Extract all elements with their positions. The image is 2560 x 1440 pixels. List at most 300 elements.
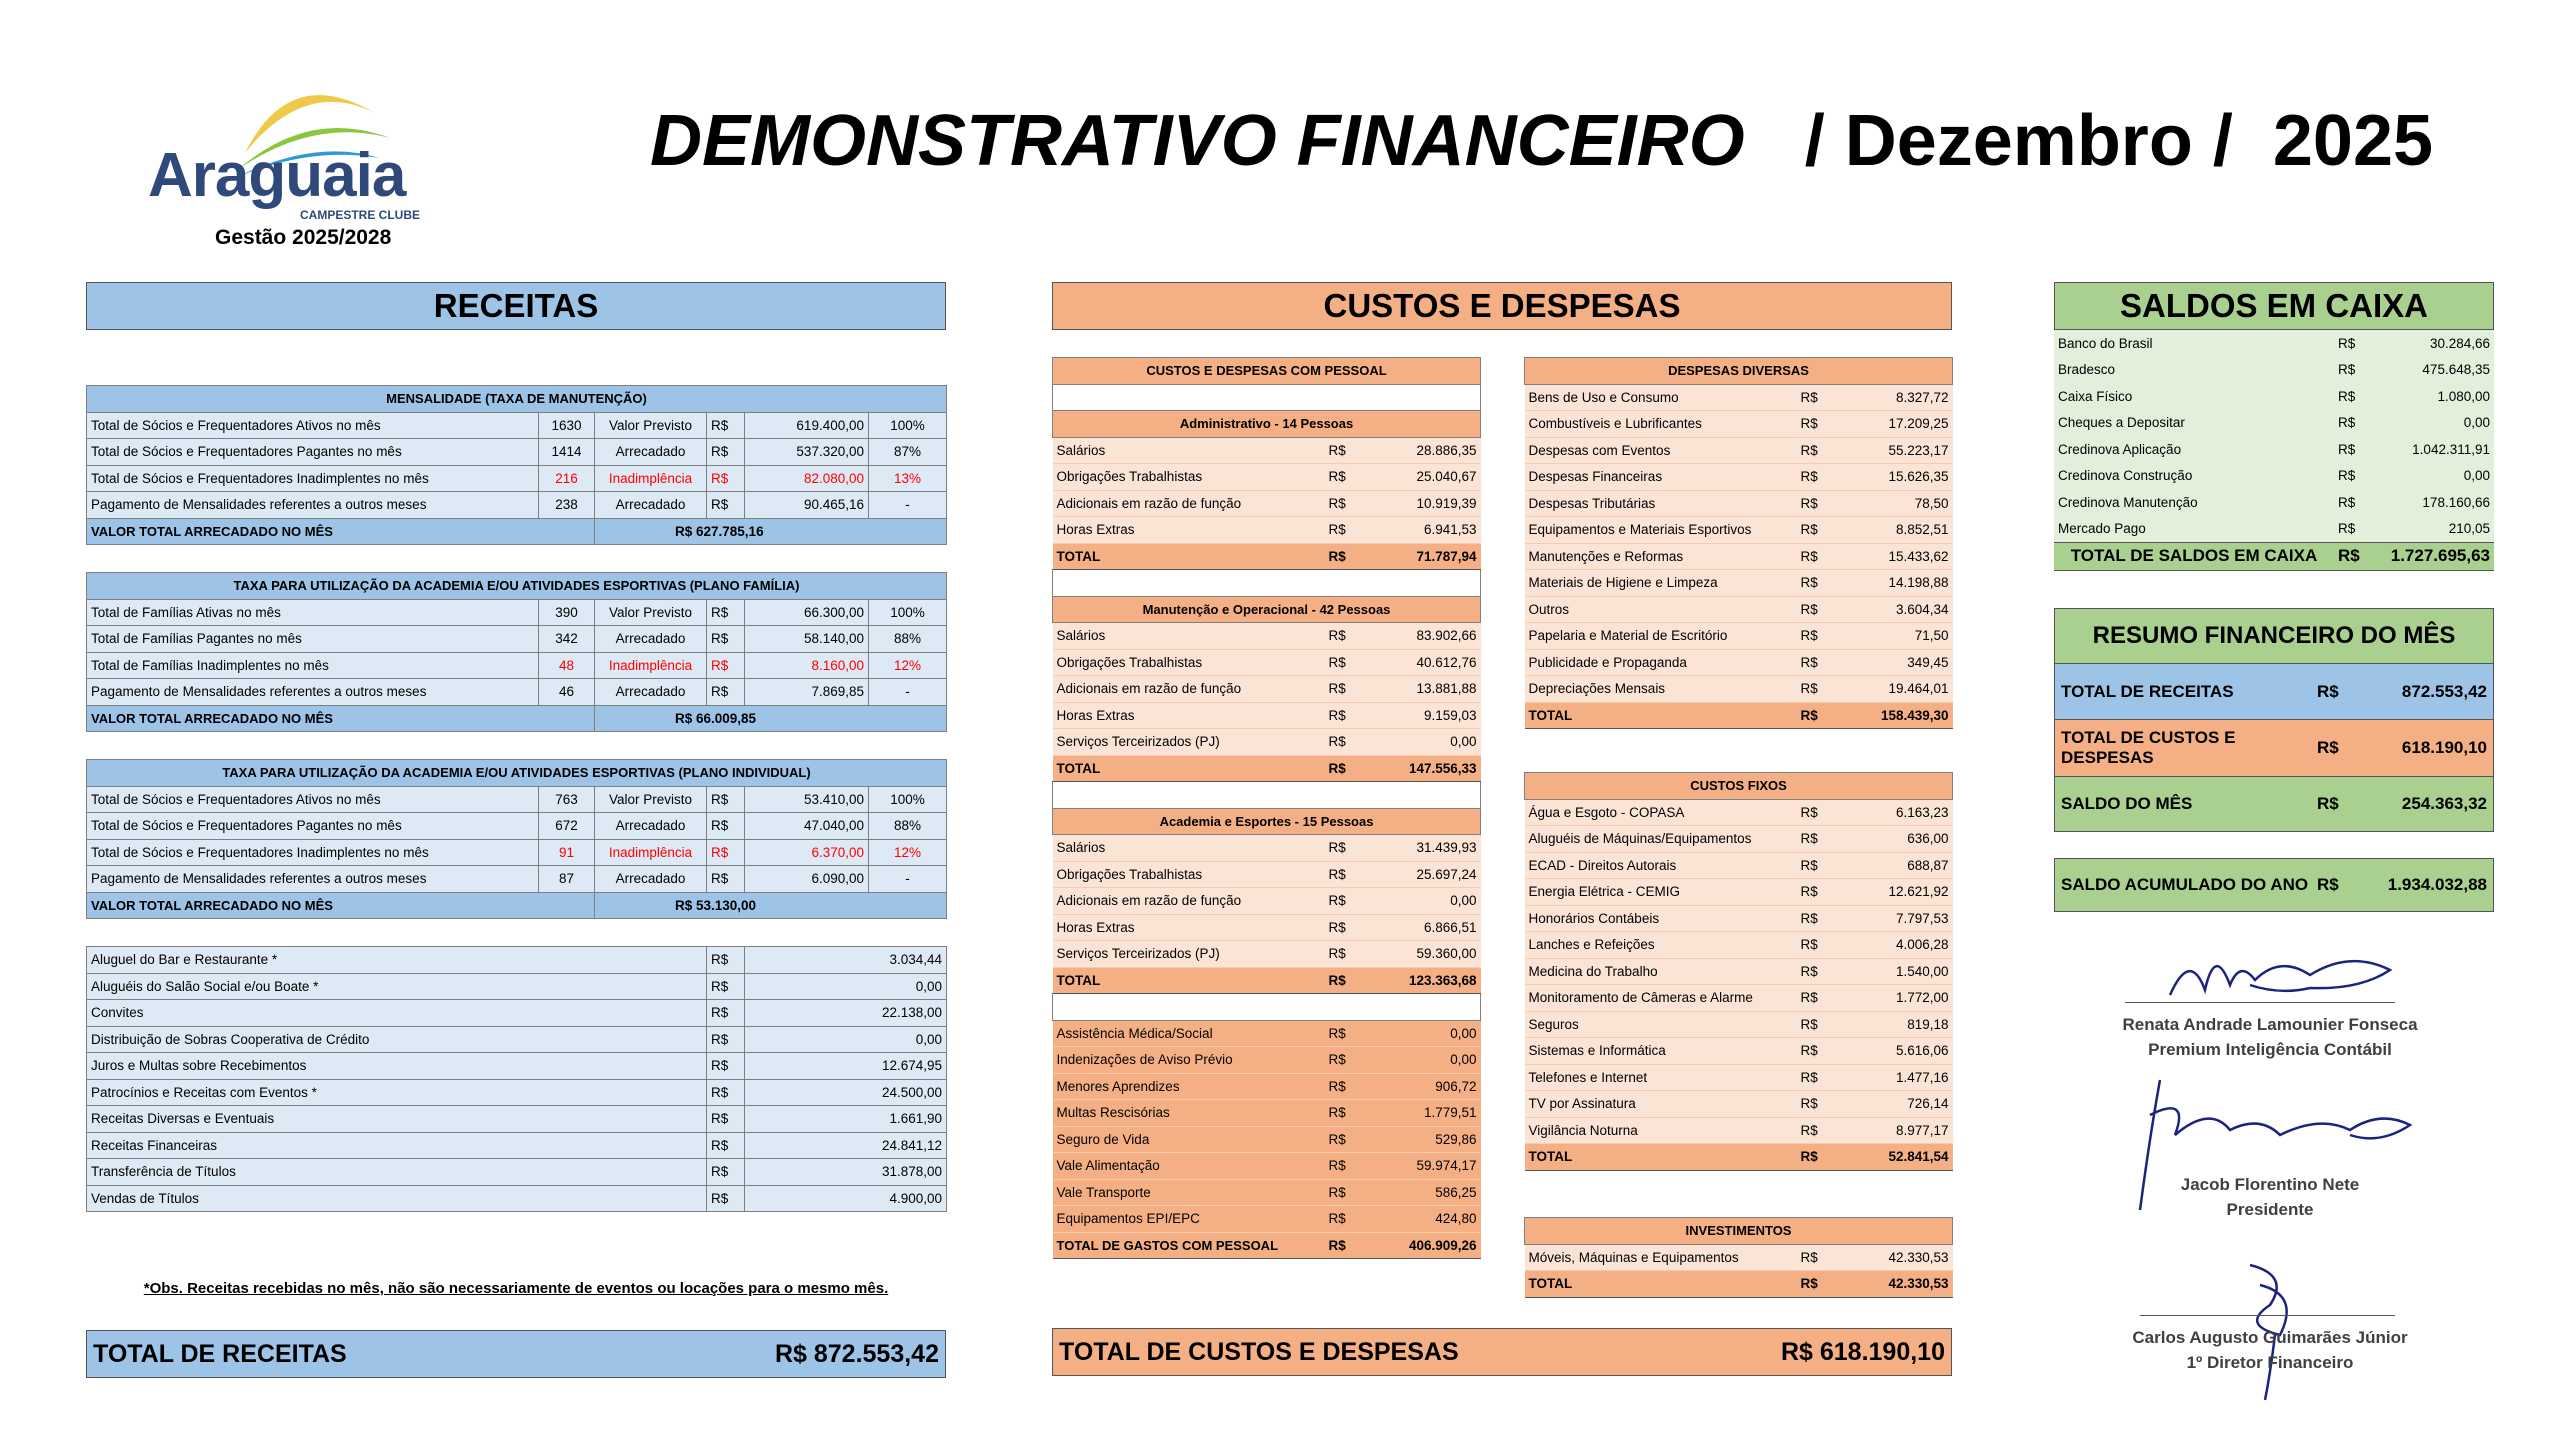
row-status: Arrecadado bbox=[595, 813, 707, 840]
row-label: Receitas Diversas e Eventuais bbox=[87, 1106, 707, 1133]
resumo-saldo-value: 254.363,32 bbox=[2401, 794, 2487, 813]
row-value: 0,00 bbox=[745, 973, 947, 1000]
signer-name: Renata Andrade Lamounier Fonseca bbox=[2122, 1015, 2418, 1034]
row-currency: R$ bbox=[2317, 681, 2339, 701]
row-label: Materiais de Higiene e Limpeza bbox=[1525, 570, 1797, 597]
row-label: Transferência de Títulos bbox=[87, 1159, 707, 1186]
row-currency: R$ bbox=[1797, 985, 1837, 1012]
row-currency: R$ bbox=[707, 599, 745, 626]
row-label: Caixa Físico bbox=[2058, 388, 2133, 404]
row-label: TV por Assinatura bbox=[1525, 1091, 1797, 1118]
row-value: 31.439,93 bbox=[1365, 835, 1481, 862]
row-value: 9.159,03 bbox=[1365, 702, 1481, 729]
row-value: 6.866,51 bbox=[1365, 914, 1481, 941]
row-currency: R$ bbox=[2338, 468, 2356, 484]
row-currency: R$ bbox=[707, 652, 745, 679]
row-value: 10.919,39 bbox=[1365, 490, 1481, 517]
row-currency: R$ bbox=[2338, 415, 2356, 431]
row-currency: R$ bbox=[1325, 437, 1365, 464]
row-total-value: 52.841,54 bbox=[1837, 1144, 1953, 1171]
row-currency: R$ bbox=[2338, 362, 2356, 378]
row-label: Cheques a Depositar bbox=[2058, 415, 2185, 431]
row-value: 90.465,16 bbox=[745, 492, 869, 519]
resumo-title: RESUMO FINANCEIRO DO MÊS bbox=[2055, 609, 2493, 664]
row-currency: R$ bbox=[1325, 464, 1365, 491]
row-value: 3.604,34 bbox=[1837, 596, 1953, 623]
row-label: Combustíveis e Lubrificantes bbox=[1525, 411, 1797, 438]
row-currency: R$ bbox=[707, 1185, 745, 1212]
plano-familia-table bbox=[86, 572, 947, 732]
resumo-saldo-label: SALDO DO MÊS bbox=[2061, 794, 2193, 813]
row-label: Pagamento de Mensalidades referentes a outros meses bbox=[87, 866, 539, 893]
resumo-custos-value: 618.190,10 bbox=[2401, 738, 2487, 757]
row-currency: R$ bbox=[1325, 1073, 1365, 1100]
row-currency: R$ bbox=[1325, 1206, 1365, 1233]
row-currency: R$ bbox=[1325, 490, 1365, 517]
row-value: 349,45 bbox=[1837, 649, 1953, 676]
row-status: Inadimplência bbox=[595, 465, 707, 492]
plano-individual-table bbox=[86, 759, 947, 919]
custos-total-label: TOTAL DE CUSTOS E DESPESAS bbox=[1059, 1337, 1459, 1366]
row-label: Monitoramento de Câmeras e Alarme bbox=[1525, 985, 1797, 1012]
block-total-value: R$ 53.130,00 bbox=[595, 892, 947, 919]
row-label: Assistência Médica/Social bbox=[1053, 1020, 1325, 1047]
row-qty: 672 bbox=[539, 813, 595, 840]
row-label: Pagamento de Mensalidades referentes a outros meses bbox=[87, 679, 539, 706]
row-value: 25.040,67 bbox=[1365, 464, 1481, 491]
row-pct: - bbox=[869, 866, 947, 893]
row-status: Arrecadado bbox=[595, 626, 707, 653]
title-month: Dezembro bbox=[1844, 101, 2193, 181]
resumo-custos-label: TOTAL DE CUSTOS E DESPESAS bbox=[2061, 728, 2236, 767]
row-currency: R$ bbox=[1797, 826, 1837, 853]
row-label: Publicidade e Propaganda bbox=[1525, 649, 1797, 676]
row-value: 71,50 bbox=[1837, 623, 1953, 650]
row-total-label: TOTAL bbox=[1053, 755, 1325, 782]
row-currency: R$ bbox=[1797, 1064, 1837, 1091]
resumo-receitas-label: TOTAL DE RECEITAS bbox=[2061, 681, 2234, 701]
row-currency: R$ bbox=[1325, 676, 1365, 703]
row-qty: 763 bbox=[539, 786, 595, 813]
row-value: 1.540,00 bbox=[1837, 958, 1953, 985]
fixos-title: CUSTOS FIXOS bbox=[1525, 773, 1953, 800]
pessoal-total-label: TOTAL DE GASTOS COM PESSOAL bbox=[1053, 1232, 1325, 1259]
row-label: Equipamentos e Materiais Esportivos bbox=[1525, 517, 1797, 544]
row-currency: R$ bbox=[707, 1159, 745, 1186]
row-value: 619.400,00 bbox=[745, 412, 869, 439]
row-value: 1.477,16 bbox=[1837, 1064, 1953, 1091]
custos-total-bar bbox=[1052, 1328, 1952, 1376]
row-pct: 100% bbox=[869, 412, 947, 439]
saldos-table bbox=[2054, 330, 2494, 571]
row-currency: R$ bbox=[707, 1053, 745, 1080]
row-qty: 1414 bbox=[539, 439, 595, 466]
row-total-label: TOTAL bbox=[1525, 702, 1797, 729]
signer-name: Carlos Augusto Guimarães Júnior bbox=[2132, 1328, 2408, 1347]
row-currency: R$ bbox=[1797, 799, 1837, 826]
block-total-label: VALOR TOTAL ARRECADADO NO MÊS bbox=[87, 892, 595, 919]
row-status: Valor Previsto bbox=[595, 412, 707, 439]
row-value: 31.878,00 bbox=[745, 1159, 947, 1186]
pessoal-table bbox=[1052, 357, 1481, 1259]
row-value: 4.006,28 bbox=[1837, 932, 1953, 959]
row-currency: R$ bbox=[707, 839, 745, 866]
row-value: 78,50 bbox=[1837, 490, 1953, 517]
row-pct: 100% bbox=[869, 599, 947, 626]
row-label: Água e Esgoto - COPASA bbox=[1525, 799, 1797, 826]
row-label: Credinova Manutenção bbox=[2058, 494, 2198, 510]
signature-block bbox=[2100, 1325, 2440, 1375]
row-pct: 88% bbox=[869, 626, 947, 653]
row-currency: R$ bbox=[1797, 1117, 1837, 1144]
row-label: Total de Sócios e Frequentadores Ativos no mês bbox=[87, 412, 539, 439]
resumo-receitas-value: 872.553,42 bbox=[2401, 681, 2487, 701]
row-currency: R$ bbox=[707, 947, 745, 974]
row-currency: R$ bbox=[1325, 729, 1365, 756]
row-label: Pagamento de Mensalidades referentes a outros meses bbox=[87, 492, 539, 519]
row-currency: R$ bbox=[707, 1079, 745, 1106]
row-label: Vendas de Títulos bbox=[87, 1185, 707, 1212]
row-label: Adicionais em razão de função bbox=[1053, 888, 1325, 915]
row-currency: R$ bbox=[1797, 384, 1837, 411]
signature-line bbox=[2125, 1002, 2395, 1003]
row-label: Multas Rescisórias bbox=[1053, 1100, 1325, 1127]
acumulado-value: 1.934.032,88 bbox=[2387, 875, 2487, 894]
row-currency: R$ bbox=[1325, 1100, 1365, 1127]
row-currency: R$ bbox=[1325, 623, 1365, 650]
row-currency: R$ bbox=[707, 866, 745, 893]
row-label: Adicionais em razão de função bbox=[1053, 490, 1325, 517]
row-value: 8.977,17 bbox=[1837, 1117, 1953, 1144]
custos-header: CUSTOS E DESPESAS bbox=[1052, 282, 1952, 330]
row-label: Equipamentos EPI/EPC bbox=[1053, 1206, 1325, 1233]
row-currency: R$ bbox=[1797, 1011, 1837, 1038]
row-value: 59.974,17 bbox=[1365, 1153, 1481, 1180]
saldo-acumulado bbox=[2054, 858, 2494, 912]
row-currency: R$ bbox=[1797, 464, 1837, 491]
row-value: 1.042.311,91 bbox=[2412, 441, 2490, 457]
row-label: Juros e Multas sobre Recebimentos bbox=[87, 1053, 707, 1080]
row-label: Receitas Financeiras bbox=[87, 1132, 707, 1159]
row-value: 178.160,66 bbox=[2422, 494, 2490, 510]
man-title: Manutenção e Operacional - 42 Pessoas bbox=[1053, 596, 1481, 623]
saldos-total-label: TOTAL DE SALDOS EM CAIXA bbox=[2054, 542, 2334, 570]
resumo-panel bbox=[2054, 608, 2494, 832]
row-value: 5.616,06 bbox=[1837, 1038, 1953, 1065]
row-currency: R$ bbox=[1325, 888, 1365, 915]
row-total-value: 42.330,53 bbox=[1837, 1271, 1953, 1298]
row-label: Bradesco bbox=[2058, 362, 2116, 378]
row-currency: R$ bbox=[2338, 521, 2356, 536]
row-currency: R$ bbox=[707, 412, 745, 439]
logo-name: Araguaia bbox=[148, 141, 406, 210]
resumo-receitas bbox=[2055, 664, 2493, 720]
row-value: 1.779,51 bbox=[1365, 1100, 1481, 1127]
row-currency: R$ bbox=[1797, 702, 1837, 729]
block-title: TAXA PARA UTILIZAÇÃO DA ACADEMIA E/OU ATIVIDADES ESPORTIVAS (PLANO FAMÍLIA) bbox=[87, 573, 947, 600]
row-currency: R$ bbox=[1325, 649, 1365, 676]
row-value: 475.648,35 bbox=[2422, 362, 2490, 378]
block-total-label: VALOR TOTAL ARRECADADO NO MÊS bbox=[87, 518, 595, 545]
row-value: 636,00 bbox=[1837, 826, 1953, 853]
row-label: Banco do Brasil bbox=[2058, 335, 2153, 351]
row-qty: 91 bbox=[539, 839, 595, 866]
row-currency: R$ bbox=[1325, 543, 1365, 570]
row-label: Seguros bbox=[1525, 1011, 1797, 1038]
title-main: DEMONSTRATIVO FINANCEIRO bbox=[650, 101, 1745, 181]
signer-role: Presidente bbox=[2226, 1200, 2314, 1219]
row-label: Horas Extras bbox=[1053, 517, 1325, 544]
row-value: 83.902,66 bbox=[1365, 623, 1481, 650]
row-value: 30.284,66 bbox=[2429, 335, 2490, 351]
row-currency: R$ bbox=[1797, 852, 1837, 879]
row-currency: R$ bbox=[1797, 676, 1837, 703]
row-currency: R$ bbox=[2338, 335, 2356, 351]
row-value: 82.080,00 bbox=[745, 465, 869, 492]
row-status: Arrecadado bbox=[595, 439, 707, 466]
row-total-value: 71.787,94 bbox=[1365, 543, 1481, 570]
row-label: Total de Sócios e Frequentadores Pagantes no mês bbox=[87, 813, 539, 840]
row-value: 8.852,51 bbox=[1837, 517, 1953, 544]
row-label: Aluguéis de Máquinas/Equipamentos bbox=[1525, 826, 1797, 853]
row-value: 7.869,85 bbox=[745, 679, 869, 706]
row-value: 25.697,24 bbox=[1365, 861, 1481, 888]
row-value: 0,00 bbox=[1365, 1047, 1481, 1074]
row-label: Telefones e Internet bbox=[1525, 1064, 1797, 1091]
row-label: Energia Elétrica - CEMIG bbox=[1525, 879, 1797, 906]
row-value: 17.209,25 bbox=[1837, 411, 1953, 438]
row-label: Móveis, Máquinas e Equipamentos bbox=[1525, 1244, 1797, 1271]
saldos-total-value: 1.727.695,63 bbox=[2374, 542, 2494, 570]
row-value: 66.300,00 bbox=[745, 599, 869, 626]
receitas-blocks bbox=[86, 385, 946, 1212]
signer-name: Jacob Florentino Nete bbox=[2180, 1175, 2360, 1194]
row-status: Arrecadado bbox=[595, 866, 707, 893]
row-currency: R$ bbox=[707, 1000, 745, 1027]
row-label: Total de Famílias Ativas no mês bbox=[87, 599, 539, 626]
row-qty: 46 bbox=[539, 679, 595, 706]
row-qty: 216 bbox=[539, 465, 595, 492]
receitas-header: RECEITAS bbox=[86, 282, 946, 330]
row-label: ECAD - Direitos Autorais bbox=[1525, 852, 1797, 879]
row-label: Total de Sócios e Frequentadores Inadimplentes no mês bbox=[87, 839, 539, 866]
row-currency: R$ bbox=[1325, 861, 1365, 888]
row-currency: R$ bbox=[1325, 1232, 1365, 1259]
row-label: Despesas Financeiras bbox=[1525, 464, 1797, 491]
receitas-total-label: TOTAL DE RECEITAS bbox=[93, 1339, 347, 1368]
row-qty: 1630 bbox=[539, 412, 595, 439]
block-total-value: R$ 66.009,85 bbox=[595, 705, 947, 732]
row-currency: R$ bbox=[1797, 596, 1837, 623]
row-label: Patrocínios e Receitas com Eventos * bbox=[87, 1079, 707, 1106]
row-value: 906,72 bbox=[1365, 1073, 1481, 1100]
row-label: Obrigações Trabalhistas bbox=[1053, 649, 1325, 676]
row-value: 0,00 bbox=[745, 1026, 947, 1053]
row-currency: R$ bbox=[1797, 932, 1837, 959]
saldos-header: SALDOS EM CAIXA bbox=[2054, 282, 2494, 330]
row-value: 726,14 bbox=[1837, 1091, 1953, 1118]
row-currency: R$ bbox=[707, 465, 745, 492]
row-value: 24.500,00 bbox=[745, 1079, 947, 1106]
row-label: Aluguel do Bar e Restaurante * bbox=[87, 947, 707, 974]
row-total-value: 147.556,33 bbox=[1365, 755, 1481, 782]
block-title: MENSALIDADE (TAXA DE MANUTENÇÃO) bbox=[87, 386, 947, 413]
row-label: Vale Transporte bbox=[1053, 1179, 1325, 1206]
row-label: Obrigações Trabalhistas bbox=[1053, 464, 1325, 491]
row-currency: R$ bbox=[707, 813, 745, 840]
row-value: 53.410,00 bbox=[745, 786, 869, 813]
row-value: 19.464,01 bbox=[1837, 676, 1953, 703]
row-currency: R$ bbox=[2317, 794, 2339, 813]
row-currency: R$ bbox=[1325, 755, 1365, 782]
receitas-obs: *Obs. Receitas recebidas no mês, não são necessariamente de eventos ou locações para o mesmo mês. bbox=[143, 1280, 889, 1297]
row-currency: R$ bbox=[1325, 835, 1365, 862]
row-currency: R$ bbox=[1325, 941, 1365, 968]
row-label: Salários bbox=[1053, 835, 1325, 862]
row-value: 15.626,35 bbox=[1837, 464, 1953, 491]
row-value: 424,80 bbox=[1365, 1206, 1481, 1233]
row-currency: R$ bbox=[707, 1132, 745, 1159]
row-currency: R$ bbox=[1797, 649, 1837, 676]
signer-role: Premium Inteligência Contábil bbox=[2148, 1040, 2392, 1059]
row-label: Manutenções e Reformas bbox=[1525, 543, 1797, 570]
row-label: Horas Extras bbox=[1053, 914, 1325, 941]
row-value: 1.661,90 bbox=[745, 1106, 947, 1133]
row-currency: R$ bbox=[707, 786, 745, 813]
row-currency: R$ bbox=[1797, 543, 1837, 570]
row-pct: 12% bbox=[869, 652, 947, 679]
receitas-total-bar bbox=[86, 1330, 946, 1378]
signer-role: 1º Diretor Financeiro bbox=[2186, 1353, 2354, 1372]
row-currency: R$ bbox=[2317, 738, 2339, 757]
row-pct: 88% bbox=[869, 813, 947, 840]
row-value: 6.941,53 bbox=[1365, 517, 1481, 544]
row-label: Papelaria e Material de Escritório bbox=[1525, 623, 1797, 650]
row-label: Bens de Uso e Consumo bbox=[1525, 384, 1797, 411]
row-currency: R$ bbox=[1797, 958, 1837, 985]
row-total-label: TOTAL bbox=[1053, 967, 1325, 994]
custos-fixos-table bbox=[1524, 772, 1953, 1171]
row-value: 1.080,00 bbox=[2437, 388, 2490, 404]
row-label: Serviços Terceirizados (PJ) bbox=[1053, 729, 1325, 756]
row-currency: R$ bbox=[1797, 411, 1837, 438]
row-pct: 100% bbox=[869, 786, 947, 813]
block-total-value: R$ 627.785,16 bbox=[595, 518, 947, 545]
resumo-saldo bbox=[2055, 777, 2493, 831]
row-value: 58.140,00 bbox=[745, 626, 869, 653]
row-currency: R$ bbox=[1797, 879, 1837, 906]
row-value: 529,86 bbox=[1365, 1126, 1481, 1153]
adm-title: Administrativo - 14 Pessoas bbox=[1053, 411, 1481, 438]
row-pct: 12% bbox=[869, 839, 947, 866]
row-value: 3.034,44 bbox=[745, 947, 947, 974]
row-value: 47.040,00 bbox=[745, 813, 869, 840]
row-qty: 48 bbox=[539, 652, 595, 679]
diversas-title: DESPESAS DIVERSAS bbox=[1525, 358, 1953, 385]
row-currency: R$ bbox=[1325, 1179, 1365, 1206]
logo-subtitle: CAMPESTRE CLUBE bbox=[300, 208, 421, 222]
row-pct: - bbox=[869, 492, 947, 519]
row-currency: R$ bbox=[1325, 967, 1365, 994]
row-label: Menores Aprendizes bbox=[1053, 1073, 1325, 1100]
row-currency: R$ bbox=[1797, 490, 1837, 517]
investimentos-table bbox=[1524, 1217, 1953, 1298]
row-currency: R$ bbox=[1325, 914, 1365, 941]
block-title: TAXA PARA UTILIZAÇÃO DA ACADEMIA E/OU ATIVIDADES ESPORTIVAS (PLANO INDIVIDUAL) bbox=[87, 760, 947, 787]
row-value: 15.433,62 bbox=[1837, 543, 1953, 570]
row-value: 0,00 bbox=[1365, 729, 1481, 756]
row-label: Outros bbox=[1525, 596, 1797, 623]
row-currency: R$ bbox=[1797, 517, 1837, 544]
row-pct: - bbox=[869, 679, 947, 706]
row-pct: 87% bbox=[869, 439, 947, 466]
row-value: 12.674,95 bbox=[745, 1053, 947, 1080]
signature-1-icon bbox=[2160, 940, 2400, 1010]
row-currency: R$ bbox=[707, 973, 745, 1000]
row-value: 12.621,92 bbox=[1837, 879, 1953, 906]
row-currency: R$ bbox=[1797, 437, 1837, 464]
row-value: 4.900,00 bbox=[745, 1185, 947, 1212]
row-currency: R$ bbox=[1325, 1020, 1365, 1047]
row-value: 42.330,53 bbox=[1837, 1244, 1953, 1271]
row-status: Inadimplência bbox=[595, 652, 707, 679]
row-currency: R$ bbox=[1325, 1153, 1365, 1180]
custos-total-value: R$ 618.190,10 bbox=[1780, 1337, 1945, 1366]
pessoal-total-value: 406.909,26 bbox=[1365, 1232, 1481, 1259]
row-value: 0,00 bbox=[2463, 468, 2490, 484]
row-currency: R$ bbox=[1797, 1271, 1837, 1298]
row-label: Salários bbox=[1053, 623, 1325, 650]
row-label: Convites bbox=[87, 1000, 707, 1027]
row-label: Vale Alimentação bbox=[1053, 1153, 1325, 1180]
row-value: 6.370,00 bbox=[745, 839, 869, 866]
row-label: Credinova Construção bbox=[2058, 468, 2193, 484]
invest-title: INVESTIMENTOS bbox=[1525, 1218, 1953, 1245]
row-label: Obrigações Trabalhistas bbox=[1053, 861, 1325, 888]
acumulado-label: SALDO ACUMULADO DO ANO bbox=[2061, 875, 2309, 894]
row-label: Aluguéis do Salão Social e/ou Boate * bbox=[87, 973, 707, 1000]
row-label: Total de Sócios e Frequentadores Ativos no mês bbox=[87, 786, 539, 813]
row-label: Mercado Pago bbox=[2058, 521, 2146, 536]
row-label: Horas Extras bbox=[1053, 702, 1325, 729]
aca-title: Academia e Esportes - 15 Pessoas bbox=[1053, 808, 1481, 835]
row-qty: 342 bbox=[539, 626, 595, 653]
row-label: Serviços Terceirizados (PJ) bbox=[1053, 941, 1325, 968]
title-sep: / bbox=[1804, 101, 1825, 181]
row-status: Inadimplência bbox=[595, 839, 707, 866]
row-currency: R$ bbox=[707, 626, 745, 653]
row-value: 55.223,17 bbox=[1837, 437, 1953, 464]
row-currency: R$ bbox=[2338, 388, 2356, 404]
row-value: 40.612,76 bbox=[1365, 649, 1481, 676]
row-currency: R$ bbox=[2338, 441, 2356, 457]
row-label: Credinova Aplicação bbox=[2058, 441, 2182, 457]
row-qty: 390 bbox=[539, 599, 595, 626]
resumo-custos bbox=[2055, 720, 2493, 777]
row-value: 537.320,00 bbox=[745, 439, 869, 466]
row-currency: R$ bbox=[1325, 702, 1365, 729]
row-value: 6.090,00 bbox=[745, 866, 869, 893]
row-qty: 238 bbox=[539, 492, 595, 519]
row-value: 688,87 bbox=[1837, 852, 1953, 879]
row-label: Total de Famílias Pagantes no mês bbox=[87, 626, 539, 653]
row-value: 7.797,53 bbox=[1837, 905, 1953, 932]
row-value: 6.163,23 bbox=[1837, 799, 1953, 826]
row-currency: R$ bbox=[707, 1026, 745, 1053]
title-sep: / bbox=[2212, 101, 2233, 181]
row-currency: R$ bbox=[1797, 1038, 1837, 1065]
row-currency: R$ bbox=[1797, 570, 1837, 597]
